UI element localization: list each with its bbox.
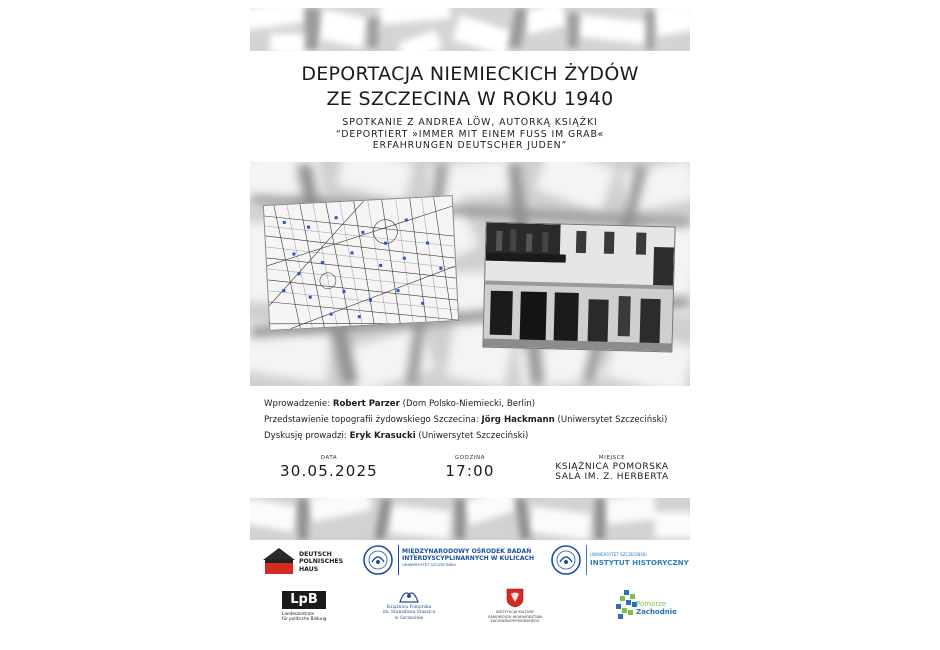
mobi-text-1: MIĘDZYNARODOWY OŚRODEK BADAŃ	[402, 548, 532, 555]
ksiaznica-pomorska-logo	[380, 588, 438, 628]
credit-row	[264, 428, 684, 444]
credit-row	[264, 396, 684, 412]
dph-text-3: HAUS	[299, 565, 319, 573]
pomorze-text-1: Pomorze	[636, 600, 667, 608]
credit-role: Wprowadzenie:	[264, 399, 333, 409]
place-room: SALA IM. Z. HERBERTA	[555, 472, 669, 482]
poster-subtitle	[250, 117, 690, 152]
title-line-2: ZE SZCZECINA W ROKU 1940	[326, 88, 614, 110]
ksiaznica-text-2: im. Stanisława Staszica	[382, 610, 436, 616]
samorzad-coat-of-arms-logo	[482, 588, 548, 628]
university-seal-icon	[362, 544, 394, 576]
credit-row	[264, 412, 684, 428]
date-label: DATA	[320, 455, 338, 461]
credit-role: Dyskusję prowadzi:	[264, 431, 350, 441]
lpb-text-2: für politische Bildung	[282, 616, 327, 621]
event-place	[542, 454, 682, 482]
blurred-map-band-top	[250, 8, 690, 51]
poster	[250, 8, 690, 644]
ih-text-2: INSTYTUT HISTORYCZNY	[590, 558, 689, 567]
speakers-list	[264, 396, 684, 444]
deutsch-polnisches-haus-logo	[262, 546, 350, 576]
mobi-kulice-logo	[362, 544, 548, 578]
credit-role: Przedstawienie topografii żydowskiego Szczecina:	[264, 415, 482, 425]
subtitle-line-2: “DEPORTIERT »IMMER MIT EINEM FUSS IM GRAB«	[335, 128, 605, 140]
pomorze-text-2: Zachodnie	[636, 608, 677, 616]
credit-person: Robert Parzer	[332, 399, 400, 409]
instytut-historyczny-logo	[550, 544, 689, 578]
coat-of-arms-icon	[506, 588, 524, 608]
credit-affiliation: (Dom Polsko-Niemiecki, Berlin)	[399, 399, 536, 409]
historical-map-image	[263, 195, 459, 331]
ih-text-1: UNIWERSYTET SZCZECIŃSKI	[590, 552, 647, 557]
griffin-icon	[398, 588, 420, 604]
samorzad-text-2: SAMORZĄDU WOJEWÓDZTWA	[487, 614, 543, 619]
lpb-logo	[282, 591, 332, 625]
place-name: KSIĄŻNICA POMORSKA	[555, 462, 669, 472]
pomorze-zachodnie-logo	[616, 588, 676, 628]
ksiaznica-text-1: Książnica Pomorska	[386, 605, 432, 610]
place-label: MIEJSCE	[598, 455, 626, 461]
mobi-text-3: UNIWERSYTET SZCZECIŃSKI	[402, 562, 456, 568]
credit-person: Eryk Krasucki	[349, 431, 416, 441]
credit-person: Jörg Hackmann	[481, 415, 555, 425]
university-seal-icon	[550, 544, 582, 576]
title-line-1: DEPORTACJA NIEMIECKICH ŻYDÓW	[301, 63, 639, 85]
historical-street-photo	[482, 222, 675, 353]
dph-text-1: DEUTSCH	[299, 551, 332, 558]
blurred-map-band-bottom	[250, 498, 690, 540]
subtitle-line-3: ERFAHRUNGEN DEUTSCHER JUDEN”	[372, 140, 568, 151]
lpb-text-1: Landeszentrale	[282, 611, 315, 616]
house-icon	[262, 547, 296, 575]
dph-text-2: POLNISCHES	[299, 558, 344, 566]
time-value: 17:00	[445, 462, 495, 480]
samorzad-text-1: INSTYTUCJA KULTURY	[495, 610, 535, 614]
date-value: 30.05.2025	[280, 462, 378, 480]
subtitle-line-1: SPOTKANIE Z ANDREA LÖW, AUTORKĄ KSIĄŻKI	[342, 117, 598, 128]
event-time	[420, 454, 520, 480]
credit-affiliation: (Uniwersytet Szczeciński)	[554, 415, 668, 425]
poster-title	[250, 62, 690, 112]
samorzad-text-3: ZACHODNIOPOMORSKIEGO	[490, 619, 540, 624]
ksiaznica-text-3: w Szczecinie	[394, 615, 424, 621]
credit-affiliation: (Uniwersytet Szczeciński)	[415, 431, 529, 441]
mobi-text-2: INTERDYSCYPLINARNYCH W KULICACH	[402, 555, 535, 563]
time-label: GODZINA	[454, 455, 486, 461]
lpb-mark: LpB	[282, 591, 326, 609]
event-date	[264, 454, 394, 480]
